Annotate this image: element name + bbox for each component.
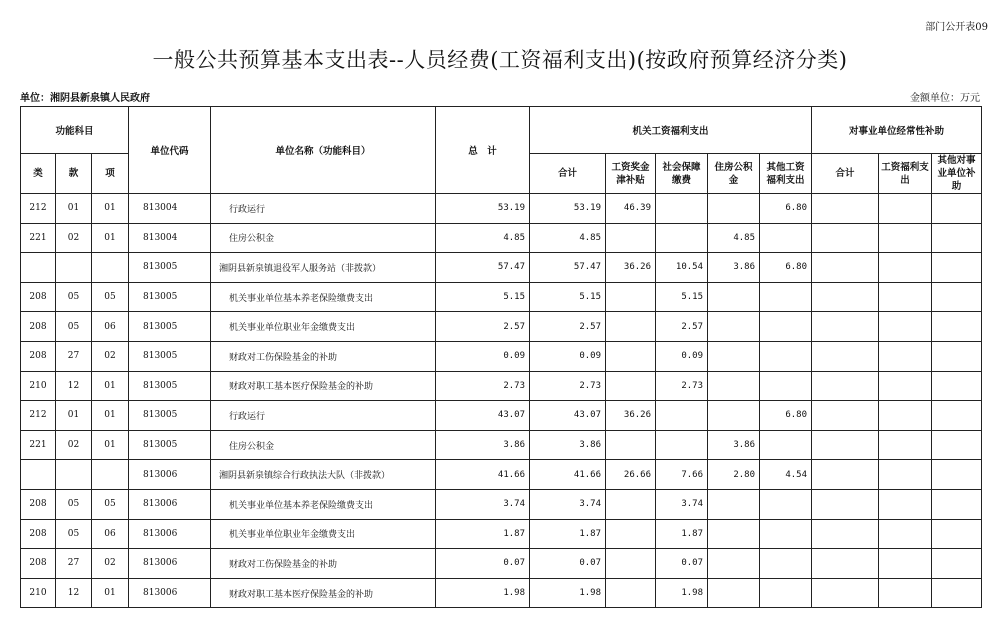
cell-gov-salary [606, 371, 656, 401]
cell-lei: 208 [21, 312, 56, 342]
cell-gov-social [656, 401, 708, 431]
cell-gov-salary [606, 223, 656, 253]
cell-unit-code: 813005 [129, 253, 211, 283]
cell-gov-other [760, 430, 812, 460]
cell-total: 5.15 [436, 282, 530, 312]
cell-inst-subtotal [812, 430, 879, 460]
cell-lei: 208 [21, 519, 56, 549]
cell-kuan: 05 [56, 312, 92, 342]
cell-gov-salary: 46.39 [606, 194, 656, 224]
header-lei: 类 [21, 154, 56, 194]
cell-gov-housing [708, 489, 760, 519]
cell-gov-social: 1.87 [656, 519, 708, 549]
cell-gov-subtotal: 43.07 [530, 401, 606, 431]
cell-unit-name: 机关事业单位职业年金缴费支出 [211, 312, 436, 342]
cell-inst-welfare [879, 223, 932, 253]
cell-unit-name: 湘阴县新泉镇退役军人服务站（非拨款） [211, 253, 436, 283]
cell-gov-salary: 36.26 [606, 401, 656, 431]
cell-xiang: 05 [92, 489, 129, 519]
cell-gov-salary [606, 282, 656, 312]
cell-gov-other: 6.80 [760, 401, 812, 431]
table-row [21, 430, 982, 460]
cell-gov-salary [606, 430, 656, 460]
table-row [21, 341, 982, 371]
cell-unit-code: 813005 [129, 430, 211, 460]
cell-inst-welfare [879, 341, 932, 371]
cell-xiang: 01 [92, 194, 129, 224]
cell-kuan [56, 460, 92, 490]
cell-gov-salary: 36.26 [606, 253, 656, 283]
cell-lei: 208 [21, 489, 56, 519]
cell-gov-subtotal: 1.87 [530, 519, 606, 549]
header-unit-code: 单位代码 [129, 107, 211, 194]
cell-gov-subtotal: 53.19 [530, 194, 606, 224]
cell-inst-welfare [879, 460, 932, 490]
cell-total: 0.07 [436, 549, 530, 579]
cell-gov-social [656, 194, 708, 224]
cell-kuan: 05 [56, 519, 92, 549]
cell-gov-subtotal: 2.57 [530, 312, 606, 342]
cell-gov-salary: 26.66 [606, 460, 656, 490]
cell-total: 3.74 [436, 489, 530, 519]
cell-gov-subtotal: 0.07 [530, 549, 606, 579]
cell-gov-social: 7.66 [656, 460, 708, 490]
cell-inst-welfare [879, 549, 932, 579]
cell-unit-name: 财政对工伤保险基金的补助 [211, 549, 436, 579]
cell-gov-other [760, 282, 812, 312]
cell-gov-subtotal: 57.47 [530, 253, 606, 283]
cell-inst-subtotal [812, 312, 879, 342]
cell-inst-subtotal [812, 341, 879, 371]
cell-xiang: 05 [92, 282, 129, 312]
cell-inst-welfare [879, 282, 932, 312]
cell-gov-salary [606, 312, 656, 342]
cell-inst-subtotal [812, 194, 879, 224]
cell-inst-other [932, 460, 982, 490]
cell-gov-other [760, 223, 812, 253]
cell-xiang: 01 [92, 371, 129, 401]
cell-unit-name: 住房公积金 [211, 430, 436, 460]
cell-gov-subtotal: 2.73 [530, 371, 606, 401]
cell-kuan [56, 253, 92, 283]
cell-total: 53.19 [436, 194, 530, 224]
cell-gov-other [760, 519, 812, 549]
cell-gov-housing [708, 282, 760, 312]
cell-gov-subtotal: 0.09 [530, 341, 606, 371]
cell-unit-code: 813005 [129, 312, 211, 342]
cell-gov-housing [708, 341, 760, 371]
header-gov-housing: 住房公积金 [708, 154, 760, 194]
cell-gov-subtotal: 41.66 [530, 460, 606, 490]
cell-gov-social: 2.57 [656, 312, 708, 342]
cell-kuan: 02 [56, 430, 92, 460]
cell-xiang [92, 460, 129, 490]
table-row [21, 312, 982, 342]
header-gov-other: 其他工资福利支出 [760, 154, 812, 194]
cell-total: 3.86 [436, 430, 530, 460]
cell-inst-welfare [879, 578, 932, 608]
cell-inst-welfare [879, 194, 932, 224]
cell-inst-subtotal [812, 489, 879, 519]
cell-total: 57.47 [436, 253, 530, 283]
cell-gov-housing [708, 401, 760, 431]
cell-inst-welfare [879, 519, 932, 549]
cell-gov-salary [606, 341, 656, 371]
cell-inst-subtotal [812, 549, 879, 579]
table-row [21, 549, 982, 579]
cell-inst-welfare [879, 489, 932, 519]
cell-unit-name: 机关事业单位基本养老保险缴费支出 [211, 489, 436, 519]
cell-gov-housing: 3.86 [708, 253, 760, 283]
cell-lei: 212 [21, 194, 56, 224]
cell-gov-social: 0.09 [656, 341, 708, 371]
cell-unit-code: 813005 [129, 341, 211, 371]
cell-unit-code: 813005 [129, 282, 211, 312]
cell-xiang: 01 [92, 430, 129, 460]
cell-inst-other [932, 282, 982, 312]
cell-gov-other [760, 371, 812, 401]
cell-unit-code: 813006 [129, 519, 211, 549]
cell-unit-name: 财政对职工基本医疗保险基金的补助 [211, 578, 436, 608]
cell-gov-social: 2.73 [656, 371, 708, 401]
cell-inst-welfare [879, 371, 932, 401]
cell-inst-other [932, 371, 982, 401]
cell-unit-code: 813004 [129, 194, 211, 224]
cell-gov-subtotal: 4.85 [530, 223, 606, 253]
table-row [21, 194, 982, 224]
cell-inst-subtotal [812, 371, 879, 401]
header-kuan: 款 [56, 154, 92, 194]
reporting-unit: 单位：湘阴县新泉镇人民政府 [20, 93, 150, 104]
cell-unit-name: 行政运行 [211, 194, 436, 224]
cell-xiang: 01 [92, 401, 129, 431]
cell-total: 43.07 [436, 401, 530, 431]
cell-lei: 208 [21, 282, 56, 312]
header-gov-social: 社会保障缴费 [656, 154, 708, 194]
cell-total: 0.09 [436, 341, 530, 371]
cell-gov-social: 1.98 [656, 578, 708, 608]
cell-total: 2.73 [436, 371, 530, 401]
cell-unit-code: 813006 [129, 460, 211, 490]
cell-gov-other: 6.80 [760, 194, 812, 224]
cell-unit-code: 813006 [129, 578, 211, 608]
cell-xiang: 02 [92, 341, 129, 371]
cell-inst-other [932, 401, 982, 431]
cell-unit-name: 湘阴县新泉镇综合行政执法大队（非拨款） [211, 460, 436, 490]
cell-gov-social: 0.07 [656, 549, 708, 579]
cell-inst-other [932, 194, 982, 224]
cell-gov-other [760, 549, 812, 579]
budget-table [20, 106, 982, 608]
cell-inst-subtotal [812, 282, 879, 312]
cell-total: 1.98 [436, 578, 530, 608]
cell-gov-housing [708, 312, 760, 342]
cell-gov-housing [708, 578, 760, 608]
cell-gov-housing [708, 194, 760, 224]
cell-inst-subtotal [812, 519, 879, 549]
header-func-subject: 功能科目 [21, 107, 129, 154]
cell-inst-subtotal [812, 578, 879, 608]
table-row [21, 460, 982, 490]
cell-kuan: 27 [56, 549, 92, 579]
cell-total: 4.85 [436, 223, 530, 253]
cell-gov-other: 6.80 [760, 253, 812, 283]
table-row [21, 371, 982, 401]
cell-lei: 212 [21, 401, 56, 431]
cell-xiang: 02 [92, 549, 129, 579]
cell-inst-welfare [879, 430, 932, 460]
cell-gov-salary [606, 578, 656, 608]
cell-total: 2.57 [436, 312, 530, 342]
table-row [21, 401, 982, 431]
cell-inst-other [932, 341, 982, 371]
table-row [21, 578, 982, 608]
table-row [21, 282, 982, 312]
cell-gov-other [760, 489, 812, 519]
header-inst-subtotal: 合计 [812, 154, 879, 194]
cell-gov-subtotal: 3.86 [530, 430, 606, 460]
form-number: 部门公开表09 [925, 22, 988, 33]
header-inst-subsidy: 对事业单位经常性补助 [812, 107, 982, 154]
cell-kuan: 12 [56, 578, 92, 608]
header-inst-welfare: 工资福利支出 [879, 154, 932, 194]
cell-gov-other [760, 341, 812, 371]
cell-lei: 208 [21, 549, 56, 579]
cell-inst-welfare [879, 401, 932, 431]
cell-inst-subtotal [812, 460, 879, 490]
cell-gov-other [760, 578, 812, 608]
cell-kuan: 01 [56, 194, 92, 224]
header-unit-name: 单位名称（功能科目） [211, 107, 436, 194]
cell-total: 41.66 [436, 460, 530, 490]
header-xiang: 项 [92, 154, 129, 194]
cell-inst-other [932, 489, 982, 519]
header-gov-welfare: 机关工资福利支出 [530, 107, 812, 154]
page-title: 一般公共预算基本支出表--人员经费(工资福利支出)(按政府预算经济分类) [152, 48, 848, 72]
cell-gov-other: 4.54 [760, 460, 812, 490]
cell-inst-welfare [879, 253, 932, 283]
cell-kuan: 02 [56, 223, 92, 253]
cell-kuan: 12 [56, 371, 92, 401]
cell-gov-social [656, 223, 708, 253]
cell-unit-code: 813006 [129, 549, 211, 579]
cell-inst-subtotal [812, 253, 879, 283]
header-gov-subtotal: 合计 [530, 154, 606, 194]
cell-unit-code: 813004 [129, 223, 211, 253]
cell-xiang: 01 [92, 223, 129, 253]
cell-gov-social: 3.74 [656, 489, 708, 519]
cell-inst-other [932, 312, 982, 342]
cell-unit-name: 财政对职工基本医疗保险基金的补助 [211, 371, 436, 401]
cell-lei [21, 253, 56, 283]
cell-inst-other [932, 253, 982, 283]
cell-inst-welfare [879, 312, 932, 342]
table-row [21, 253, 982, 283]
cell-gov-housing: 3.86 [708, 430, 760, 460]
cell-inst-subtotal [812, 223, 879, 253]
cell-inst-other [932, 223, 982, 253]
cell-xiang: 01 [92, 578, 129, 608]
cell-unit-name: 机关事业单位职业年金缴费支出 [211, 519, 436, 549]
cell-lei: 210 [21, 371, 56, 401]
cell-inst-other [932, 430, 982, 460]
amount-unit: 金额单位：万元 [910, 93, 980, 104]
cell-lei: 210 [21, 578, 56, 608]
cell-gov-salary [606, 519, 656, 549]
header-gov-salary: 工资奖金津补贴 [606, 154, 656, 194]
cell-unit-name: 财政对工伤保险基金的补助 [211, 341, 436, 371]
cell-inst-subtotal [812, 401, 879, 431]
cell-unit-name: 住房公积金 [211, 223, 436, 253]
cell-lei: 221 [21, 430, 56, 460]
cell-gov-social [656, 430, 708, 460]
header-inst-other: 其他对事业单位补助 [932, 154, 982, 194]
cell-xiang: 06 [92, 312, 129, 342]
cell-kuan: 27 [56, 341, 92, 371]
cell-unit-name: 行政运行 [211, 401, 436, 431]
cell-unit-code: 813005 [129, 401, 211, 431]
cell-unit-code: 813006 [129, 489, 211, 519]
cell-xiang: 06 [92, 519, 129, 549]
cell-gov-subtotal: 3.74 [530, 489, 606, 519]
table-row [21, 223, 982, 253]
cell-lei: 208 [21, 341, 56, 371]
cell-gov-housing [708, 549, 760, 579]
cell-gov-social: 5.15 [656, 282, 708, 312]
cell-unit-code: 813005 [129, 371, 211, 401]
cell-gov-housing [708, 519, 760, 549]
cell-total: 1.87 [436, 519, 530, 549]
header-total: 总 计 [436, 107, 530, 194]
cell-gov-salary [606, 489, 656, 519]
table-row [21, 489, 982, 519]
cell-kuan: 05 [56, 282, 92, 312]
cell-inst-other [932, 519, 982, 549]
cell-gov-subtotal: 5.15 [530, 282, 606, 312]
cell-unit-name: 机关事业单位基本养老保险缴费支出 [211, 282, 436, 312]
cell-gov-other [760, 312, 812, 342]
cell-gov-housing: 2.80 [708, 460, 760, 490]
table-row [21, 519, 982, 549]
cell-kuan: 01 [56, 401, 92, 431]
cell-gov-salary [606, 549, 656, 579]
cell-lei [21, 460, 56, 490]
cell-gov-subtotal: 1.98 [530, 578, 606, 608]
cell-gov-housing: 4.85 [708, 223, 760, 253]
cell-inst-other [932, 578, 982, 608]
cell-lei: 221 [21, 223, 56, 253]
cell-inst-other [932, 549, 982, 579]
cell-gov-social: 10.54 [656, 253, 708, 283]
cell-gov-housing [708, 371, 760, 401]
cell-xiang [92, 253, 129, 283]
cell-kuan: 05 [56, 489, 92, 519]
